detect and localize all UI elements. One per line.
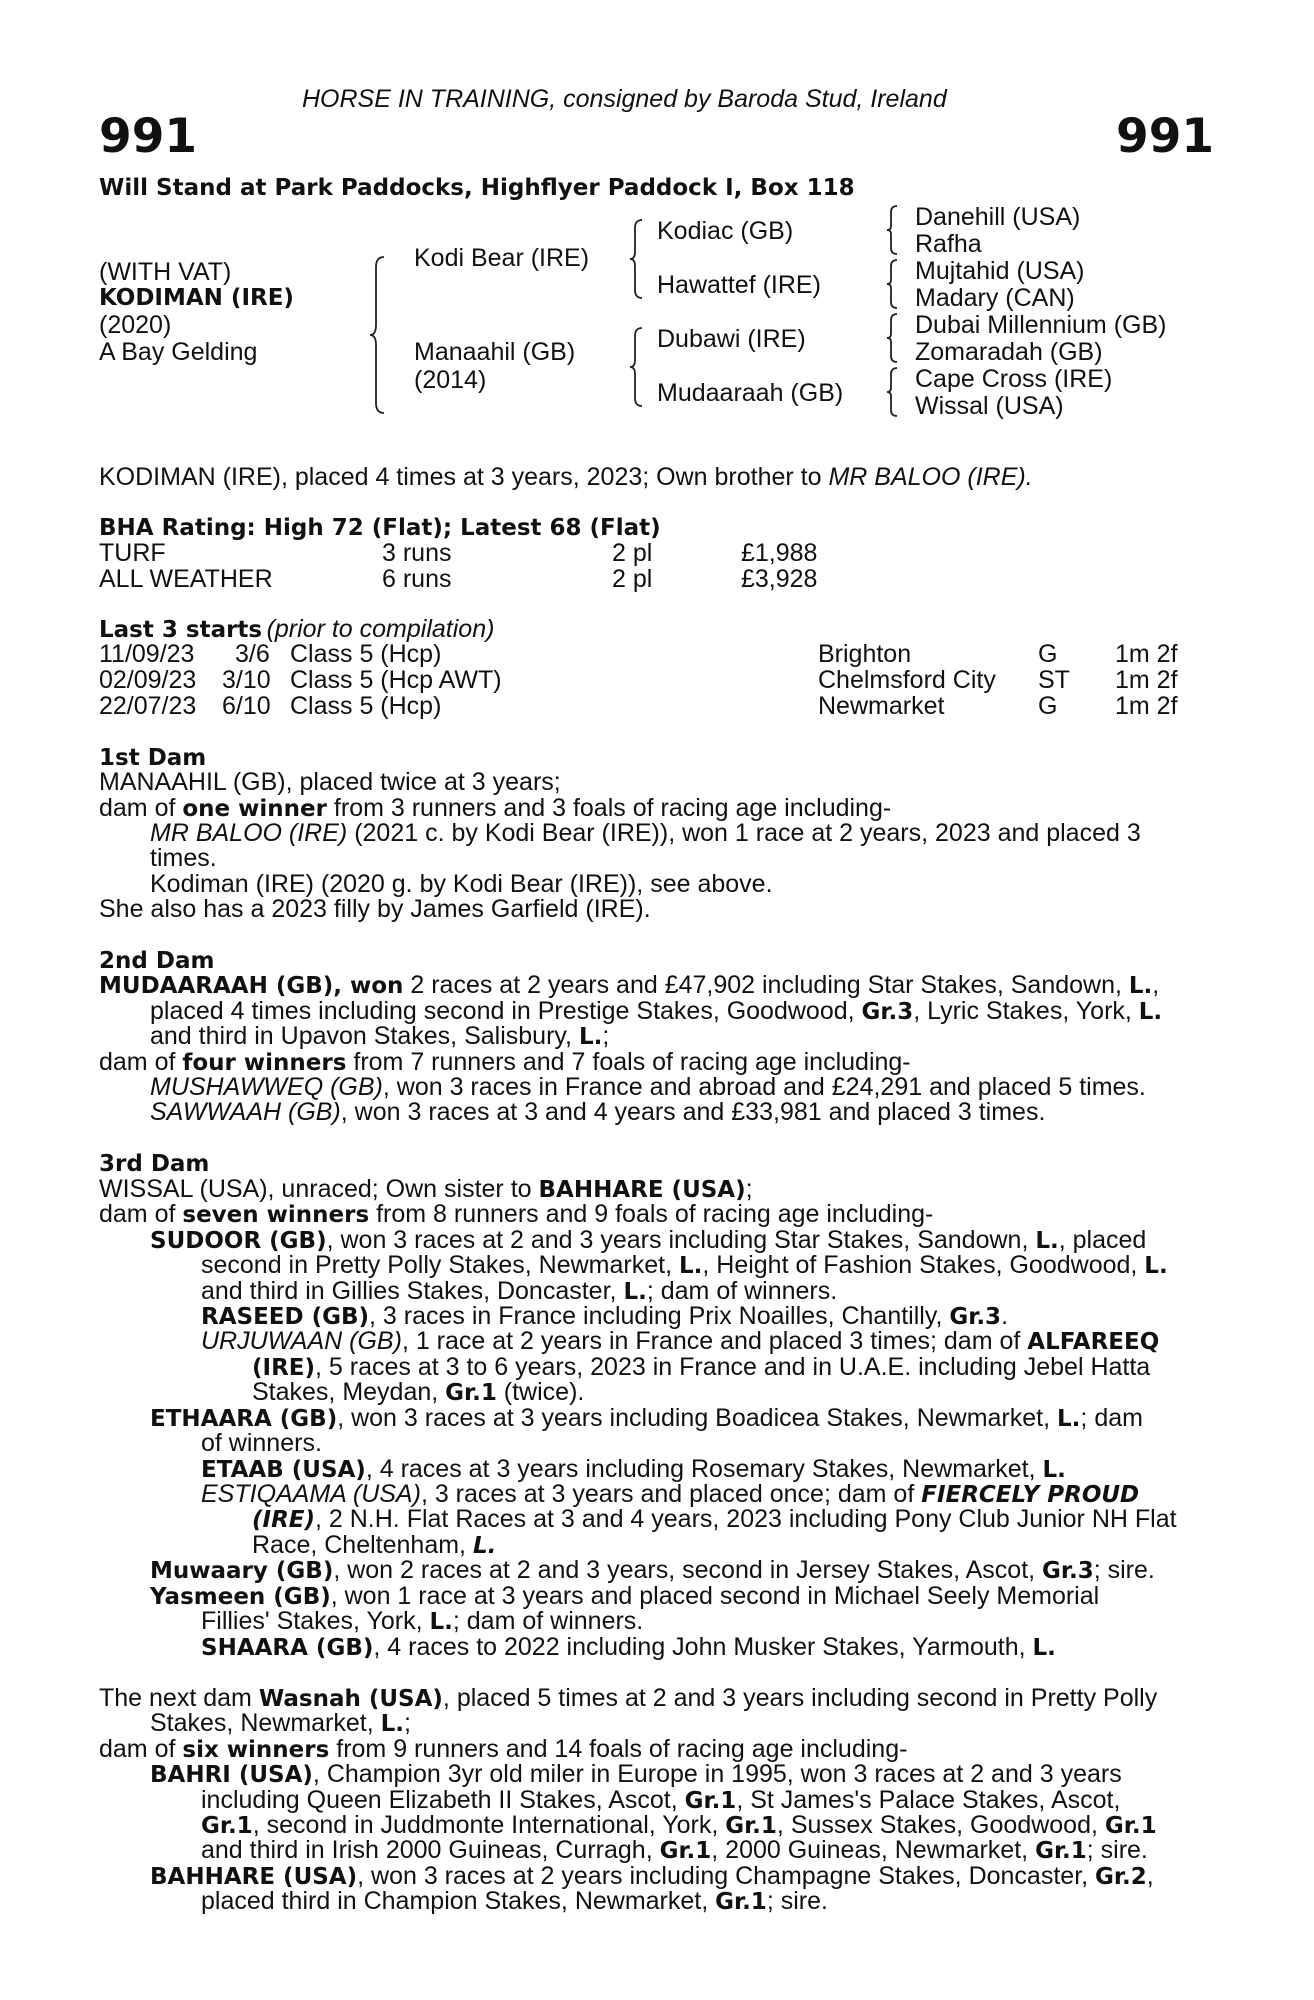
dam3-line-1: WISSAL (USA), unraced; Own sister to BAHHARE (USA); — [99, 1175, 753, 1203]
rating-aw-placed: 2 pl — [612, 565, 653, 593]
next-dam-line-7: and third in Irish 2000 Guineas, Curragh, Gr.1, 2000 Guineas, Newmarket, Gr.1; sire. — [201, 1836, 1148, 1864]
dam3-line-19: SHAARA (GB), 4 races to 2022 including John Musker Stakes, Yarmouth, L. — [201, 1633, 1056, 1661]
start-1-course: Brighton — [818, 640, 912, 668]
summary-text: KODIMAN (IRE), placed 4 times at 3 years, 2023; Own brother to — [99, 463, 829, 491]
start-2-course: Chelmsford City — [818, 666, 996, 694]
start-2-dist: 1m 2f — [1115, 666, 1178, 694]
next-dam-line-2: Stakes, Newmarket, L.; — [150, 1709, 411, 1737]
dam3-line-12: ETAAB (USA), 4 races at 3 years including Rosemary Stakes, Newmarket, L. — [201, 1455, 1066, 1483]
dam3-line-7: URJUWAAN (GB), 1 race at 2 years in France and placed 3 times; dam of ALFAREEQ — [201, 1327, 1160, 1355]
start-3-course: Newmarket — [818, 692, 945, 720]
dam3-line-10: ETHAARA (GB), won 3 races at 3 years including Boadicea Stakes, Newmarket, L.; dam — [150, 1404, 1143, 1432]
pedigree-brace-ggp-2 — [887, 258, 899, 310]
start-1-going: G — [1038, 640, 1058, 668]
dam3-line-15: Race, Cheltenham, L. — [252, 1531, 497, 1559]
pedigree-brace-ggp-4 — [887, 366, 899, 418]
pedigree-brace-ggp-3 — [887, 312, 899, 364]
dam3-line-9: Stakes, Meydan, Gr.1 (twice). — [252, 1378, 585, 1406]
pedigree-brace-ggp-1 — [887, 204, 899, 256]
pedigree-ggp-2: Rafha — [915, 230, 982, 258]
dam1-line-5: Kodiman (IRE) (2020 g. by Kodi Bear (IRE)), see above. — [150, 870, 773, 898]
pedigree-brace-sire — [630, 218, 644, 300]
pedigree-ggp-3: Mujtahid (USA) — [915, 257, 1085, 285]
dam1-line-1: MANAAHIL (GB), placed twice at 3 years; — [99, 768, 561, 796]
start-2-going: ST — [1038, 666, 1070, 694]
dam3-line-17: Yasmeen (GB), won 1 race at 3 years and placed second in Michael Seely Memorial — [150, 1582, 1100, 1610]
dam3-line-16: Muwaary (GB), won 2 races at 2 and 3 years, second in Jersey Stakes, Ascot, Gr.3; sire. — [150, 1556, 1155, 1584]
next-dam-line-8: BAHHARE (USA), won 3 races at 2 years including Champagne Stakes, Doncaster, Gr.2, — [150, 1862, 1154, 1890]
pedigree-dam-year: (2014) — [414, 366, 487, 394]
start-1-race: Class 5 (Hcp) — [290, 640, 442, 668]
rating-turf-surface: TURF — [99, 539, 166, 567]
dam1-line-6: She also has a 2023 filly by James Garfield (IRE). — [99, 895, 651, 923]
dam1-line-2: dam of one winner from 3 runners and 3 foals of racing age including- — [99, 794, 892, 822]
summary-brother: MR BALOO (IRE). — [828, 463, 1033, 491]
last-starts-heading: Last 3 starts — [99, 617, 263, 643]
dam2-line-3: and third in Upavon Stakes, Salisbury, L.; — [150, 1022, 610, 1050]
next-dam-line-5: including Queen Elizabeth II Stakes, Ascot, Gr.1, St James's Palace Stakes, Ascot, — [201, 1786, 1121, 1814]
dam3-line-18: Fillies' Stakes, York, L.; dam of winners. — [201, 1607, 644, 1635]
dam3-line-8: (IRE), 5 races at 3 to 6 years, 2023 in France and in U.A.E. including Jebel Hatta — [252, 1353, 1151, 1381]
pedigree-brace-main — [370, 255, 386, 415]
next-dam-line-9: placed third in Champion Stakes, Newmarket, Gr.1; sire. — [201, 1887, 828, 1915]
dam3-line-14: (IRE), 2 N.H. Flat Races at 3 and 4 years, 2023 including Pony Club Junior NH Flat — [252, 1505, 1177, 1533]
pedigree-sire-dam: Hawattef (IRE) — [657, 271, 821, 299]
pedigree-sire: Kodi Bear (IRE) — [414, 244, 590, 272]
start-2-pos: 3/10 — [222, 666, 271, 694]
lot-number-left: 991 — [99, 109, 198, 164]
pedigree-ggp-5: Dubai Millennium (GB) — [915, 311, 1167, 339]
rating-aw-surface: ALL WEATHER — [99, 565, 273, 593]
pedigree-ggp-8: Wissal (USA) — [915, 392, 1064, 420]
rating-turf-placed: 2 pl — [612, 539, 653, 567]
start-1-pos: 3/6 — [235, 640, 270, 668]
start-1-dist: 1m 2f — [1115, 640, 1178, 668]
next-dam-line-6: Gr.1, second in Juddmonte International, York, Gr.1, Sussex Stakes, Goodwood, Gr.1 — [201, 1811, 1157, 1839]
vat-label: (WITH VAT) — [99, 258, 232, 286]
pedigree-ggp-4: Madary (CAN) — [915, 284, 1075, 312]
dam3-line-11: of winners. — [201, 1429, 322, 1457]
dam2-line-4: dam of four winners from 7 runners and 7 foals of racing age including- — [99, 1048, 911, 1076]
start-3-going: G — [1038, 692, 1058, 720]
rating-aw-runs: 6 runs — [382, 565, 452, 593]
rating-aw-prize: £3,928 — [741, 565, 818, 593]
dam2-line-5: MUSHAWWEQ (GB), won 3 races in France and abroad and £24,291 and placed 5 times. — [150, 1073, 1146, 1101]
start-3-race: Class 5 (Hcp) — [290, 692, 442, 720]
start-2-race: Class 5 (Hcp AWT) — [290, 666, 502, 694]
start-1-date: 11/09/23 — [99, 640, 195, 668]
rating-turf-prize: £1,988 — [741, 539, 818, 567]
dam3-heading: 3rd Dam — [99, 1151, 210, 1177]
start-3-pos: 6/10 — [222, 692, 271, 720]
pedigree-dam-sire: Dubawi (IRE) — [657, 325, 806, 353]
dam2-line-1: MUDAARAAH (GB), won 2 races at 2 years and £47,902 including Star Stakes, Sandown, L., — [99, 971, 1160, 999]
rating-heading: BHA Rating: High 72 (Flat); Latest 68 (Flat) — [99, 515, 661, 541]
horse-year: (2020) — [99, 311, 172, 339]
pedigree-sire-sire: Kodiac (GB) — [657, 217, 794, 245]
horse-name: KODIMAN (IRE) — [99, 285, 294, 311]
next-dam-line-1: The next dam Wasnah (USA), placed 5 times at 2 and 3 years including second in Pretty Polly — [99, 1684, 1158, 1712]
pedigree-ggp-7: Cape Cross (IRE) — [915, 365, 1113, 393]
horse-description: A Bay Gelding — [99, 338, 258, 366]
start-2-date: 02/09/23 — [99, 666, 197, 694]
dam1-heading: 1st Dam — [99, 745, 207, 771]
dam3-line-5: and third in Gillies Stakes, Doncaster, L.; dam of winners. — [201, 1277, 838, 1305]
start-3-date: 22/07/23 — [99, 692, 197, 720]
pedigree-dam: Manaahil (GB) — [414, 338, 576, 366]
dam2-line-2: placed 4 times including second in Prestige Stakes, Goodwood, Gr.3, Lyric Stakes, York, L. — [150, 997, 1163, 1025]
dam3-line-2: dam of seven winners from 8 runners and 9 foals of racing age including- — [99, 1200, 934, 1228]
dam2-line-6: SAWWAAH (GB), won 3 races at 3 and 4 years and £33,981 and placed 3 times. — [150, 1098, 1046, 1126]
dam3-line-3: SUDOOR (GB), won 3 races at 2 and 3 years including Star Stakes, Sandown, L., placed — [150, 1226, 1147, 1254]
dam1-line-4: times. — [150, 844, 217, 872]
dam3-line-6: RASEED (GB), 3 races in France including Prix Noailles, Chantilly, Gr.3. — [201, 1302, 1009, 1330]
next-dam-line-3: dam of six winners from 9 runners and 14 foals of racing age including- — [99, 1735, 908, 1763]
dam3-line-13: ESTIQAAMA (USA), 3 races at 3 years and placed once; dam of FIERCELY PROUD — [201, 1480, 1140, 1508]
next-dam-line-4: BAHRI (USA), Champion 3yr old miler in Europe in 1995, won 3 races at 2 and 3 years — [150, 1760, 1122, 1788]
lot-number-right: 991 — [1116, 109, 1215, 164]
dam3-line-4: second in Pretty Polly Stakes, Newmarket, L., Height of Fashion Stakes, Goodwood, L. — [201, 1251, 1168, 1279]
pedigree-ggp-1: Danehill (USA) — [915, 203, 1081, 231]
dam1-line-3: MR BALOO (IRE) (2021 c. by Kodi Bear (IRE)), won 1 race at 2 years, 2023 and placed 3 — [150, 819, 1141, 847]
dam2-heading: 2nd Dam — [99, 948, 215, 974]
pedigree-dam-dam: Mudaaraah (GB) — [657, 379, 844, 407]
pedigree-brace-dam — [630, 326, 644, 408]
pedigree-ggp-6: Zomaradah (GB) — [915, 338, 1103, 366]
start-3-dist: 1m 2f — [1115, 692, 1178, 720]
rating-turf-runs: 3 runs — [382, 539, 452, 567]
last-starts-note: (prior to compilation) — [266, 615, 495, 643]
summary-line — [99, 465, 1033, 490]
location-line: Will Stand at Park Paddocks, Highflyer Paddock I, Box 118 — [99, 175, 855, 201]
consignment-line: HORSE IN TRAINING, consigned by Baroda Stud, Ireland — [302, 85, 947, 113]
